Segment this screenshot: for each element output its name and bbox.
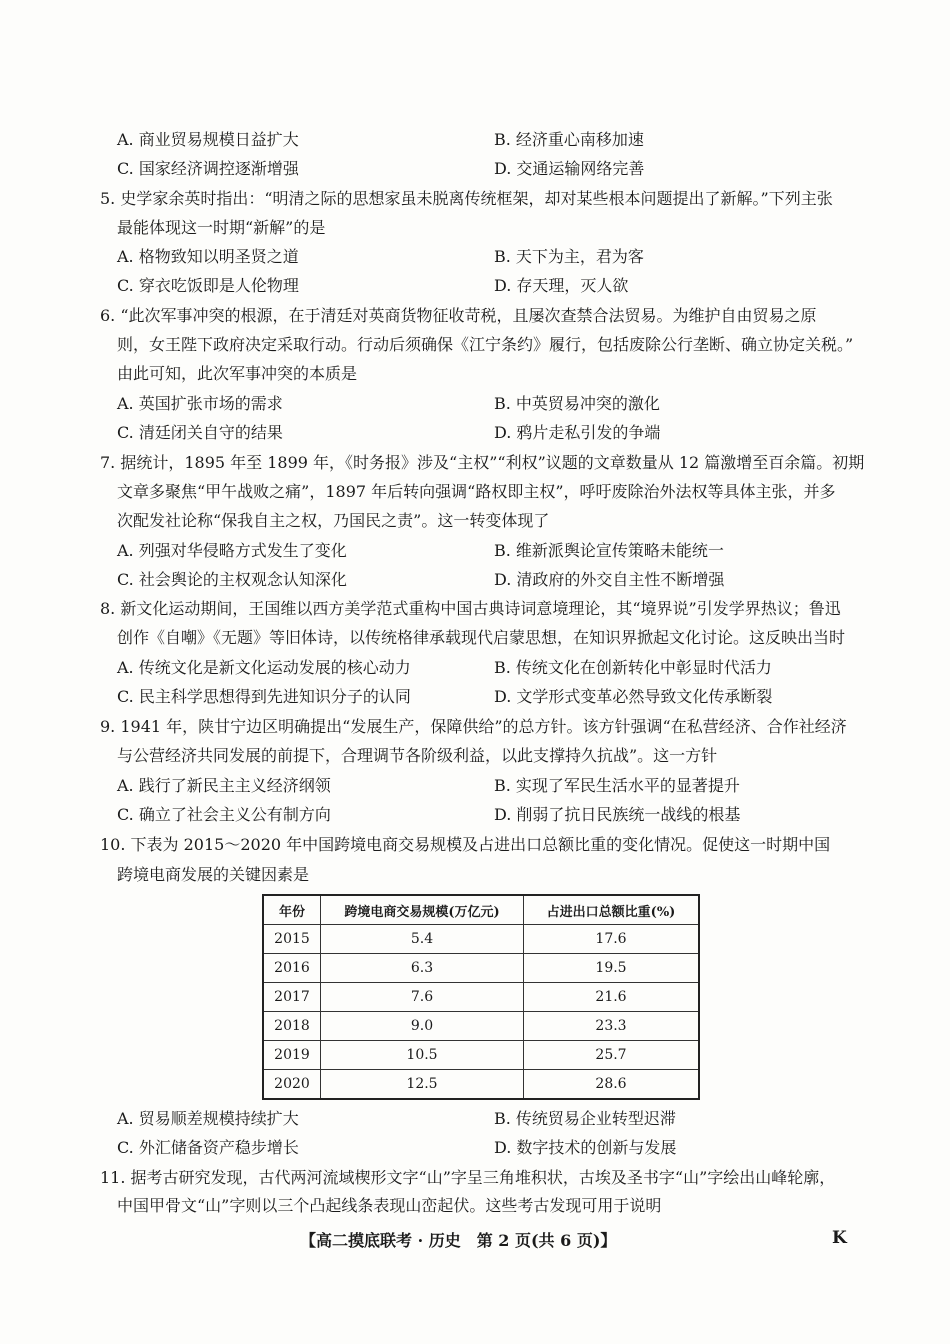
table-cell: 9.0 (321, 1012, 524, 1041)
q6-stem-line3: 由此可知，此次军事冲突的本质是 (117, 364, 358, 383)
q5-option-c: C. 穿衣吃饭即是人伦物理 (117, 276, 299, 295)
q4-option-c: C. 国家经济调控逐渐增强 (117, 159, 299, 178)
table-cell: 6.3 (321, 954, 524, 983)
q9-option-c: C. 确立了社会主义公有制方向 (117, 805, 331, 824)
table-cell: 7.6 (321, 983, 524, 1012)
q11-stem-line1: 11. 据考古研究发现，古代两河流域楔形文字“山”字呈三角堆积状，古埃及圣书字“山”字绘出山峰轮廓， (100, 1168, 836, 1187)
q7-option-b: B. 维新派舆论宣传策略未能统一 (494, 541, 724, 560)
q7-option-a: A. 列强对华侵略方式发生了变化 (117, 541, 347, 560)
q9-option-b: B. 实现了军民生活水平的显著提升 (494, 776, 740, 795)
q6-option-a: A. 英国扩张市场的需求 (117, 394, 283, 413)
q10-stem-line1: 10. 下表为 2015～2020 年中国跨境电商交易规模及占进出口总额比重的变化情况。促使这一时期中国 (100, 835, 831, 854)
table-cell: 23.3 (524, 1012, 700, 1041)
table-cell: 2018 (263, 1012, 321, 1041)
q10-stem-line2: 跨境电商发展的关键因素是 (117, 865, 310, 884)
q6-stem-line1: 6. “此次军事冲突的根源，在于清廷对英商货物征收苛税，且屡次查禁合法贸易。为维护自由贸易之原 (100, 306, 817, 325)
q7-stem-line3: 次配发社论称“保我自主之权，乃国民之责”。这一转变体现了 (117, 511, 550, 530)
q6-option-d: D. 鸦片走私引发的争端 (494, 423, 661, 442)
table-cell: 2017 (263, 983, 321, 1012)
q6-stem-line2: 则，女王陛下政府决定采取行动。行动后须确保《江宁条约》履行，包括废除公行垄断、确立协定关税。” (117, 335, 854, 354)
q9-stem-line2: 与公营经济共同发展的前提下，合理调节各阶级利益，以此支撑持久抗战”。这一方针 (117, 746, 718, 765)
table-row (263, 925, 699, 954)
table-cell: 2019 (263, 1041, 321, 1070)
table-row (263, 983, 699, 1012)
table-row (263, 954, 699, 983)
table-cell: 28.6 (524, 1070, 700, 1100)
q4-option-b: B. 经济重心南移加速 (494, 130, 644, 149)
table-cell: 2020 (263, 1070, 321, 1100)
q8-option-a: A. 传统文化是新文化运动发展的核心动力 (117, 658, 411, 677)
table-cell: 25.7 (524, 1041, 700, 1070)
page-footer: 【高二摸底联考 · 历史 第 2 页(共 6 页)】 (300, 1231, 617, 1250)
q5-stem-line1: 5. 史学家余英时指出：“明清之际的思想家虽未脱离传统框架，却对某些根本问题提出了新解。”下列主张 (100, 189, 833, 208)
table-cell: 17.6 (524, 925, 700, 954)
q10-option-b: B. 传统贸易企业转型迟滞 (494, 1109, 676, 1128)
table-cell: 12.5 (321, 1070, 524, 1100)
q11-stem-line2: 中国甲骨文“山”字则以三个凸起线条表现山峦起伏。这些考古发现可用于说明 (117, 1196, 662, 1215)
table-cell: 5.4 (321, 925, 524, 954)
q10-option-c: C. 外汇储备资产稳步增长 (117, 1138, 299, 1157)
table-row (263, 1041, 699, 1070)
q5-option-b: B. 天下为主，君为客 (494, 247, 644, 266)
table-cell: 10.5 (321, 1041, 524, 1070)
q8-option-d: D. 文学形式变革必然导致文化传承断裂 (494, 687, 773, 706)
q5-option-d: D. 存天理，灭人欲 (494, 276, 629, 295)
q9-stem-line1: 9. 1941 年，陕甘宁边区明确提出“发展生产，保障供给”的总方针。该方针强调“在私营经济、合作社经济 (100, 717, 847, 736)
table-row (263, 1012, 699, 1041)
q9-option-a: A. 践行了新民主主义经济纲领 (117, 776, 331, 795)
q8-stem-line2: 创作《自嘲》《无题》等旧体诗，以传统格律承载现代启蒙思想，在知识界掀起文化讨论。这反映出当时 (117, 628, 846, 647)
q9-option-d: D. 削弱了抗日民族统一战线的根基 (494, 805, 741, 824)
q7-stem-line1: 7. 据统计，1895 年至 1899 年，《时务报》涉及“主权”“利权”议题的文章数量从 12 篇激增至百余篇。初期 (100, 453, 865, 472)
q8-option-c: C. 民主科学思想得到先进知识分子的认同 (117, 687, 411, 706)
q7-option-d: D. 清政府的外交自主性不断增强 (494, 570, 725, 589)
q7-stem-line2: 文章多聚焦“甲午战败之痛”，1897 年后转向强调“路权即主权”，呼吁废除治外法权等具体主张，并多 (117, 482, 836, 501)
table-row (263, 1070, 699, 1100)
version-mark: K (832, 1228, 847, 1248)
table-cell: 2016 (263, 954, 321, 983)
table-header-share: 占进出口总额比重(%) (524, 895, 700, 925)
q10-option-a: A. 贸易顺差规模持续扩大 (117, 1109, 299, 1128)
table-cell: 21.6 (524, 983, 700, 1012)
table-cell: 2015 (263, 925, 321, 954)
table-cell: 19.5 (524, 954, 700, 983)
q10-option-d: D. 数字技术的创新与发展 (494, 1138, 677, 1157)
q8-stem-line1: 8. 新文化运动期间，王国维以西方美学范式重构中国古典诗词意境理论，其“境界说”引发学界热议；鲁迅 (100, 599, 841, 618)
data-table (262, 894, 700, 1100)
q5-stem-line2: 最能体现这一时期“新解”的是 (117, 218, 326, 237)
q7-option-c: C. 社会舆论的主权观念认知深化 (117, 570, 347, 589)
table-header-row (263, 895, 699, 925)
q6-option-c: C. 清廷闭关自守的结果 (117, 423, 283, 442)
q4-option-a: A. 商业贸易规模日益扩大 (117, 130, 299, 149)
q5-option-a: A. 格物致知以明圣贤之道 (117, 247, 299, 266)
q4-option-d: D. 交通运输网络完善 (494, 159, 645, 178)
q6-option-b: B. 中英贸易冲突的激化 (494, 394, 660, 413)
table-header-scale: 跨境电商交易规模(万亿元) (321, 895, 524, 925)
q8-option-b: B. 传统文化在创新转化中彰显时代活力 (494, 658, 772, 677)
table-header-year: 年份 (263, 895, 321, 925)
